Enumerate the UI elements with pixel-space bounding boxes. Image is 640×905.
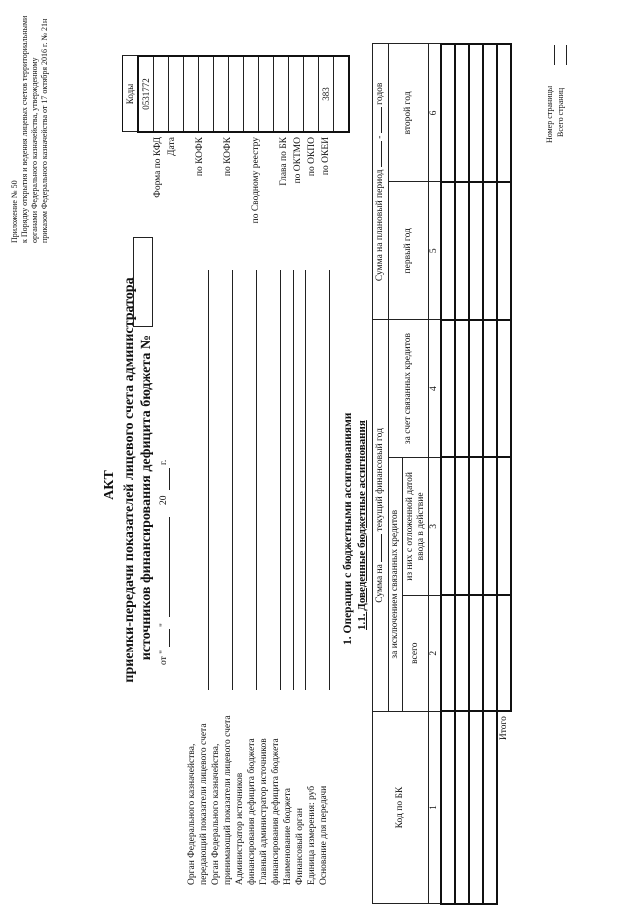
- col-num: 4: [429, 320, 442, 458]
- table-cell[interactable]: [441, 595, 455, 711]
- table-cell[interactable]: [441, 44, 455, 182]
- table-row: [455, 44, 469, 904]
- table-cell[interactable]: [483, 182, 497, 320]
- field-line-admin[interactable]: [256, 270, 257, 690]
- code-value[interactable]: [169, 56, 184, 132]
- field-line-basis[interactable]: [329, 270, 330, 690]
- field-label: Единица измерения: руб: [307, 785, 317, 885]
- table-cell[interactable]: [483, 595, 497, 711]
- table-cell[interactable]: [483, 320, 497, 458]
- year-blank[interactable]: [169, 468, 170, 490]
- col-first-year: первый год: [389, 182, 429, 320]
- planned-dash: -: [375, 135, 385, 139]
- act-number-box[interactable]: [133, 237, 153, 327]
- table-row: [441, 44, 455, 904]
- col-num: 2: [429, 595, 442, 711]
- code-value[interactable]: [199, 56, 214, 132]
- date-quote: ": [159, 623, 169, 627]
- table-cell[interactable]: [469, 320, 483, 458]
- year-suffix: г.: [159, 459, 169, 465]
- code-value-kofk-2[interactable]: [214, 56, 229, 132]
- planned-b: годов: [375, 82, 385, 105]
- sum-current-b: текущий финансовый год: [375, 428, 385, 532]
- code-value-okei: 383: [319, 56, 334, 132]
- itogo-cell[interactable]: [497, 457, 511, 595]
- code-value-okpo[interactable]: [304, 56, 319, 132]
- table-cell[interactable]: [455, 44, 469, 182]
- table-cell[interactable]: [469, 182, 483, 320]
- operations-table: [372, 43, 512, 905]
- code-label-registry: по Сводному реестру: [251, 137, 261, 224]
- field-label: принимающий показатели лицевого счета: [223, 715, 233, 885]
- day-blank[interactable]: [169, 629, 170, 647]
- code-value-oktmo[interactable]: [289, 56, 304, 132]
- table-cell[interactable]: [483, 457, 497, 595]
- appendix-line-2: к Порядку открытия и ведения лицевых счетов территориальными: [20, 15, 29, 243]
- table-cell[interactable]: [483, 711, 497, 904]
- table-cell[interactable]: [483, 44, 497, 182]
- field-label: Орган Федерального казначейства,: [211, 743, 221, 885]
- code-label-kfd: Форма по КФД: [153, 137, 163, 198]
- current-year-blank[interactable]: [381, 534, 382, 562]
- table-cell[interactable]: [469, 44, 483, 182]
- field-label: передающий показатели лицевого счета: [199, 723, 209, 885]
- section-title: 1. Операции с бюджетными ассигнованиями: [342, 412, 354, 645]
- code-label-okei: по ОКЕИ: [321, 137, 331, 176]
- code-label-kofk-1: по КОФК: [195, 137, 205, 177]
- col-total: всего: [403, 595, 429, 711]
- planned-a: Сумма на плановый период: [375, 169, 385, 282]
- table-cell[interactable]: [455, 182, 469, 320]
- field-label: Основание для передачи: [319, 785, 329, 885]
- field-line-budget[interactable]: [293, 270, 294, 690]
- table-cell[interactable]: [469, 595, 483, 711]
- page-number-label: Номер страницы: [545, 85, 554, 143]
- col-kbk: Код по БК: [373, 711, 429, 904]
- table-cell[interactable]: [455, 595, 469, 711]
- col-deferred: из них с отложенной датой ввода в действие: [403, 457, 429, 595]
- table-cell[interactable]: [469, 457, 483, 595]
- pages-total-label: Всего страниц: [556, 87, 565, 137]
- field-label: финансирования дефицита бюджета: [271, 738, 281, 885]
- col-excl-linked: за исключением связанных кредитов: [389, 457, 403, 711]
- pages-total-blank[interactable]: [566, 45, 567, 65]
- table-cell[interactable]: [441, 182, 455, 320]
- col-linked-credits: за счет связанных кредитов: [389, 320, 429, 458]
- title-line-1: приемки-передачи показателей лицевого счета администратора: [122, 277, 137, 683]
- table-cell[interactable]: [441, 457, 455, 595]
- table-cell[interactable]: [441, 320, 455, 458]
- title-line-2: источников финансирования дефицита бюджета №: [139, 335, 154, 661]
- act-title: АКТ: [102, 470, 117, 500]
- section-subtitle: 1.1. Доведенные бюджетные ассигнования: [356, 420, 368, 630]
- codes-table: [122, 55, 350, 133]
- code-label-oktmo: по ОКТМО: [293, 137, 303, 184]
- field-label: Наименование бюджета: [283, 788, 293, 885]
- col-num: 6: [429, 44, 442, 182]
- field-label: Финансовый орган: [295, 808, 305, 885]
- itogo-row: [497, 44, 511, 904]
- itogo-cell[interactable]: [497, 595, 511, 711]
- table-cell[interactable]: [441, 711, 455, 904]
- code-value-kfd[interactable]: 0531772: [138, 56, 154, 132]
- code-value[interactable]: [259, 56, 274, 132]
- itogo-label: Итого: [499, 716, 509, 741]
- field-label: финансирования дефицита бюджета: [247, 738, 257, 885]
- code-value-glava[interactable]: [274, 56, 289, 132]
- code-label-glava: Глава по БК: [279, 137, 289, 186]
- field-line-fin-organ[interactable]: [305, 270, 306, 690]
- page-number-blank[interactable]: [554, 45, 555, 65]
- itogo-cell[interactable]: [497, 44, 511, 182]
- codes-header: Коды: [123, 56, 139, 132]
- code-label-kofk-2: по КОФК: [223, 137, 233, 177]
- col-num: 1: [429, 711, 442, 904]
- planned-year-2-blank[interactable]: [381, 107, 382, 133]
- appendix-line-3: органами Федерального казначейства, утвержденному: [30, 57, 39, 243]
- itogo-cell[interactable]: [497, 320, 511, 458]
- col-sum-current: [373, 320, 389, 711]
- col-sum-planned: [373, 44, 389, 320]
- code-label-okpo: по ОКПО: [307, 137, 317, 177]
- col-num: 3: [429, 457, 442, 595]
- table-cell[interactable]: [455, 320, 469, 458]
- field-line-receiver[interactable]: [232, 270, 233, 690]
- table-cell[interactable]: [455, 711, 469, 904]
- sum-current-a: Сумма на: [375, 564, 385, 603]
- field-label: Главный администратор источников: [259, 738, 269, 885]
- table-row: [469, 44, 483, 904]
- field-line-main-admin[interactable]: [280, 270, 281, 690]
- field-label: Администратор источников: [235, 772, 245, 885]
- table-row: [483, 44, 497, 904]
- year-prefix: 20: [159, 495, 169, 505]
- code-value[interactable]: [229, 56, 244, 132]
- col-num: 5: [429, 182, 442, 320]
- code-value[interactable]: [334, 56, 350, 132]
- table-cell[interactable]: [455, 457, 469, 595]
- planned-year-1-blank[interactable]: [381, 141, 382, 167]
- code-value-kofk-1[interactable]: [184, 56, 199, 132]
- appendix-line-4: приказом Федерального казначейства от 17 октября 2016 г. № 21н: [40, 18, 49, 243]
- itogo-cell[interactable]: [497, 182, 511, 320]
- date-from: от ": [159, 649, 169, 665]
- field-label: Орган Федерального казначейства,: [187, 743, 197, 885]
- code-value-date[interactable]: [154, 56, 169, 132]
- appendix-line-1: Приложение № 50: [10, 180, 19, 243]
- month-blank[interactable]: [169, 517, 170, 617]
- table-cell[interactable]: [469, 711, 483, 904]
- code-label-date: Дата: [167, 137, 177, 156]
- code-value-registry[interactable]: [244, 56, 259, 132]
- col-second-year: второй год: [389, 44, 429, 182]
- field-line-sender[interactable]: [208, 270, 209, 690]
